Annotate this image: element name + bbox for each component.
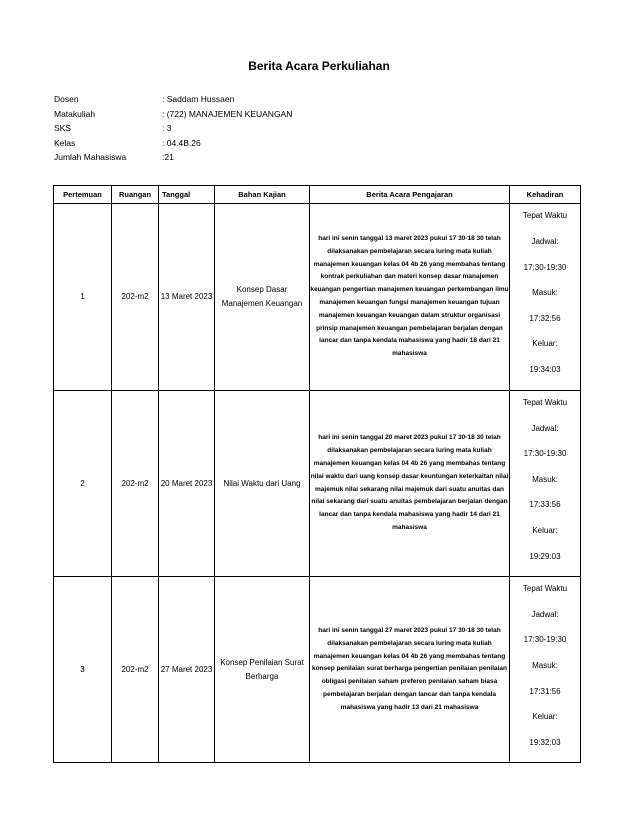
info-row-dosen (54, 92, 292, 107)
cell-ruangan: 202-m2 (112, 577, 159, 763)
kehadiran-masuk-value: 17:32:56 (529, 313, 561, 323)
cell-pertemuan: 3 (54, 577, 112, 763)
info-label: Kelas (54, 137, 76, 148)
info-label: SKS (54, 123, 72, 134)
kehadiran-jadwal-value: 17:30-19:30 (523, 449, 567, 459)
table-header-row (54, 186, 581, 204)
kehadiran-status: Tepat Waktu (522, 398, 568, 407)
table-row (54, 577, 581, 763)
cell-tanggal: 27 Maret 2023 (159, 577, 215, 763)
kehadiran-jadwal-value: 17:30-19:30 (523, 262, 567, 272)
cell-berita-acara: hari ini senin tanggal 20 maret 2023 pukul 17 30-18 30 telah dilaksanakan pembelajaran secara luring mata kuliah manajemen keuangan kelas 04 4b 26 yang membahas tentang nilai waktu dari uang konsep dasar keuntungan keterkaitan nilai majemuk nilai sekarang nilai majemuk dari suatu anuitas dan nilai sekarang dari suatu anuitas pembelajaran berjalan dengan lancar dan tanpa kendala mahasiswa yang hadir 14 dari 21 mahasiswa (310, 391, 510, 577)
kehadiran-masuk-value: 17:33:56 (529, 500, 561, 510)
info-value: : 04.4B.26 (162, 137, 201, 148)
cell-bahan-kajian: Konsep Dasar Manajemen Keuangan (215, 204, 310, 391)
kehadiran-keluar-value: 19:32:03 (529, 737, 561, 747)
cell-ruangan: 202-m2 (112, 391, 159, 577)
info-row-jumlah-mahasiswa (54, 150, 292, 165)
kehadiran-keluar-label: Keluar: (532, 525, 558, 535)
header-pertemuan: Pertemuan (54, 186, 112, 204)
info-value: : (722) MANAJEMEN KEUANGAN (162, 108, 293, 119)
cell-pertemuan: 1 (54, 204, 112, 391)
cell-bahan-kajian: Nilai Waktu dari Uang (215, 391, 310, 577)
kehadiran-jadwal-value: 17:30-19:30 (523, 635, 567, 645)
cell-tanggal: 20 Maret 2023 (159, 391, 215, 577)
info-row-kelas (54, 136, 292, 151)
cell-pertemuan: 2 (54, 391, 112, 577)
kehadiran-keluar-label: Keluar: (532, 712, 558, 722)
kehadiran-jadwal-label: Jadwal: (531, 609, 559, 619)
kehadiran-jadwal-label: Jadwal: (531, 423, 559, 433)
cell-bahan-kajian: Konsep Penilaian Surat Berharga (215, 577, 310, 763)
kehadiran-masuk-value: 17:31:56 (529, 686, 561, 696)
course-info (54, 92, 292, 165)
cell-kehadiran (510, 204, 581, 391)
cell-berita-acara: hari ini senin tanggal 27 maret 2023 pukul 17 30-18 30 telah dilaksanakan pembelajaran secara luring mata kuliah manajemen keuangan kelas 04 4b 26 yang membahas tentang konsep penilaian surat berharga pengertian penilaian penilaian obligasi penilaian saham preferen penilaian saham biasa pembelajaran berjalan dengan lancar dan tanpa kendala mahasiswa yang hadir 13 dari 21 mahasiswa (310, 577, 510, 763)
document-title: Berita Acara Perkuliahan (248, 59, 390, 73)
info-value: : Saddam Hussaen (162, 94, 235, 104)
info-row-sks (54, 121, 292, 136)
kehadiran-jadwal-label: Jadwal: (531, 237, 559, 247)
info-value: : 3 (162, 123, 172, 134)
info-label: Jumlah Mahasiswa (54, 152, 127, 163)
header-ruangan: Ruangan (112, 186, 159, 204)
info-label: Dosen (54, 94, 79, 104)
cell-tanggal: 13 Maret 2023 (159, 204, 215, 391)
info-label: Matakuliah (54, 108, 96, 119)
lecture-report-table (53, 185, 581, 763)
cell-kehadiran (510, 391, 581, 577)
table-row (54, 204, 581, 391)
header-berita-acara: Berita Acara Pengajaran (310, 186, 510, 204)
table-row (54, 391, 581, 577)
header-kehadiran: Kehadiran (510, 186, 581, 204)
header-bahan-kajian: Bahan Kajian (215, 186, 310, 204)
kehadiran-status: Tepat Waktu (522, 211, 568, 221)
cell-berita-acara: hari ini senin tanggal 13 maret 2023 pukul 17 30-18 30 telah dilaksanakan pembelajaran secara luring mata kuliah manajemen keuangan kelas 04 4b 26 yang membahas tentang kontrak perkuliahan dan materi konsep dasar manajemen keuangan pengertian manajemen keuangan perkembangan ilmu manajemen keuangan fungsi manajemen keuangan tujuan manajemen keuangan keuangan dalam struktur organisasi prinsip manajemen keuangan pembelajaran berjalan dengan lancar dan tanpa kendala mahasiswa yang hadir 18 dari 21 mahasiswa (310, 204, 510, 391)
kehadiran-masuk-label: Masuk: (532, 660, 558, 670)
info-row-matakuliah (54, 107, 292, 122)
kehadiran-keluar-value: 19:34:03 (529, 364, 561, 374)
kehadiran-masuk-label: Masuk: (532, 288, 558, 298)
kehadiran-keluar-value: 19:29:03 (529, 551, 561, 561)
kehadiran-masuk-label: Masuk: (532, 474, 558, 484)
cell-kehadiran (510, 577, 581, 763)
header-tanggal: Tanggal (159, 186, 215, 204)
kehadiran-keluar-label: Keluar: (532, 339, 558, 349)
kehadiran-status: Tepat Waktu (522, 584, 568, 594)
cell-ruangan: 202-m2 (112, 204, 159, 391)
info-value: :21 (162, 152, 174, 163)
